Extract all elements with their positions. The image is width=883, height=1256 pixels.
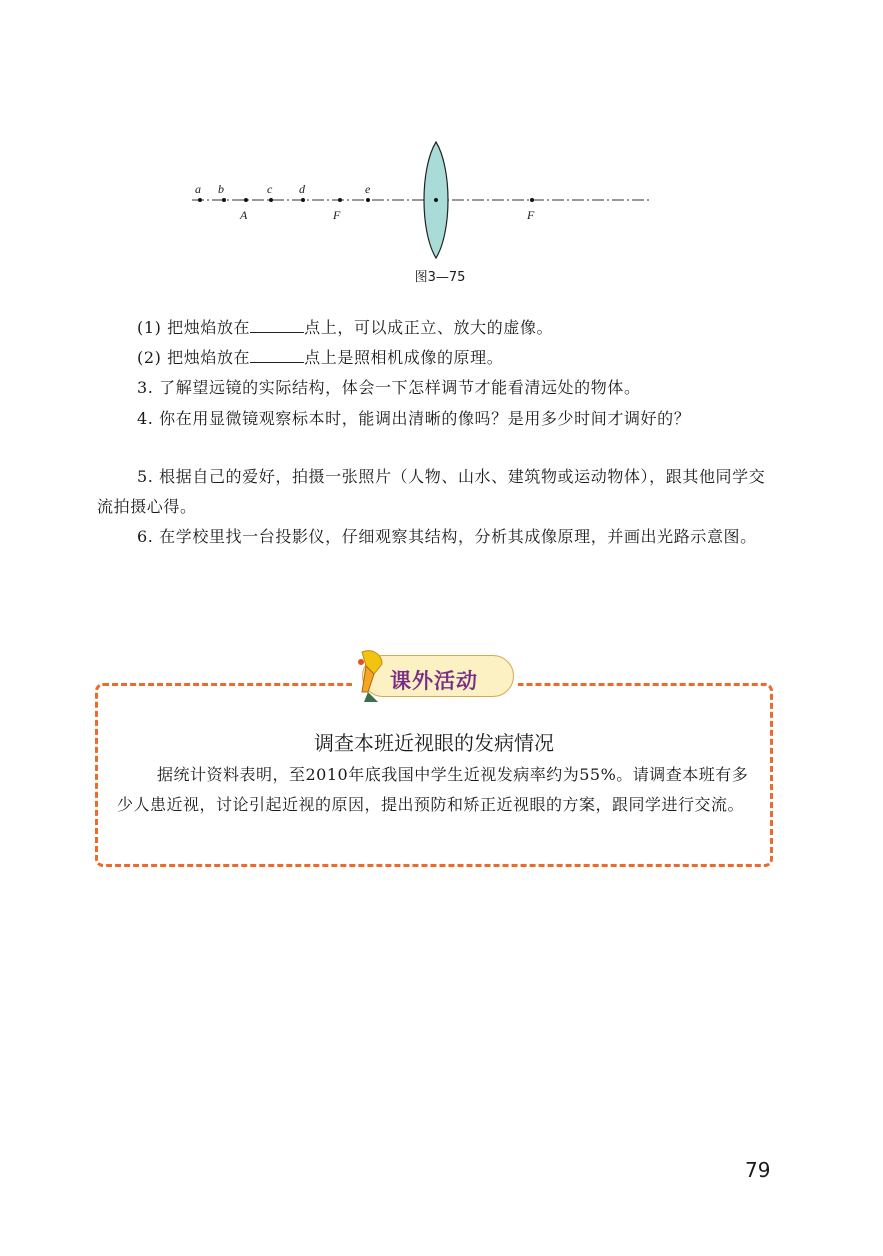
item-3: 3. 了解望远镜的实际结构，体会一下怎样调节才能看清远处的物体。 xyxy=(137,378,641,397)
label-c: c xyxy=(267,182,273,196)
page-number: 79 xyxy=(745,1158,771,1182)
question-1 xyxy=(97,313,775,343)
point-a xyxy=(198,198,202,202)
activity-title: 调查本班近视眼的发病情况 xyxy=(314,731,554,755)
question-1-text-after: 点上，可以成正立、放大的虚像。 xyxy=(304,318,554,337)
point-d xyxy=(301,198,305,202)
badge-label: 课外活动 xyxy=(390,669,478,693)
label-F-left: F xyxy=(333,208,341,222)
item-5: 5. 根据自己的爱好，拍摄一张照片（人物、山水、建筑物或运动物体），跟其他同学交流拍摄心得。 xyxy=(97,467,766,516)
question-2-text-before: (2) 把烛焰放在 xyxy=(137,348,251,367)
optical-center xyxy=(434,198,438,202)
answer-blank-1 xyxy=(250,317,304,333)
point-e xyxy=(366,198,370,202)
item-6: 6. 在学校里找一台投影仪，仔细观察其结构，分析其成像原理，并画出光路示意图。 xyxy=(137,527,757,546)
activity-badge xyxy=(352,648,518,704)
figure-caption: 图3—75 xyxy=(414,270,466,285)
lens-diagram xyxy=(180,138,660,268)
trumpet-icon xyxy=(352,648,392,704)
point-b xyxy=(222,198,226,202)
point-c xyxy=(269,198,273,202)
question-2-text-after: 点上是照相机成像的原理。 xyxy=(304,348,504,367)
point-A xyxy=(244,198,248,202)
point-F-right xyxy=(530,198,534,202)
activity-paragraph: 据统计资料表明，至2010年底我国中学生近视发病率约为55%。请调查本班有多少人患近视，讨论引起近视的原因，提出预防和矫正近视眼的方案，跟同学进行交流。 xyxy=(117,765,749,814)
label-A: A xyxy=(240,208,248,222)
activity-body xyxy=(117,760,753,820)
point-F-left xyxy=(338,198,342,202)
label-F-right: F xyxy=(527,208,535,222)
item-4: 4. 你在用显微镜观察标本时，能调出清晰的像吗？是用多少时间才调好的？ xyxy=(137,409,691,428)
question-2 xyxy=(97,343,775,373)
label-a: a xyxy=(195,182,201,196)
label-b: b xyxy=(218,182,224,196)
label-e: e xyxy=(365,182,371,196)
label-d: d xyxy=(299,182,305,196)
question-1-text-before: (1) 把烛焰放在 xyxy=(137,318,251,337)
answer-blank-2 xyxy=(250,347,304,363)
